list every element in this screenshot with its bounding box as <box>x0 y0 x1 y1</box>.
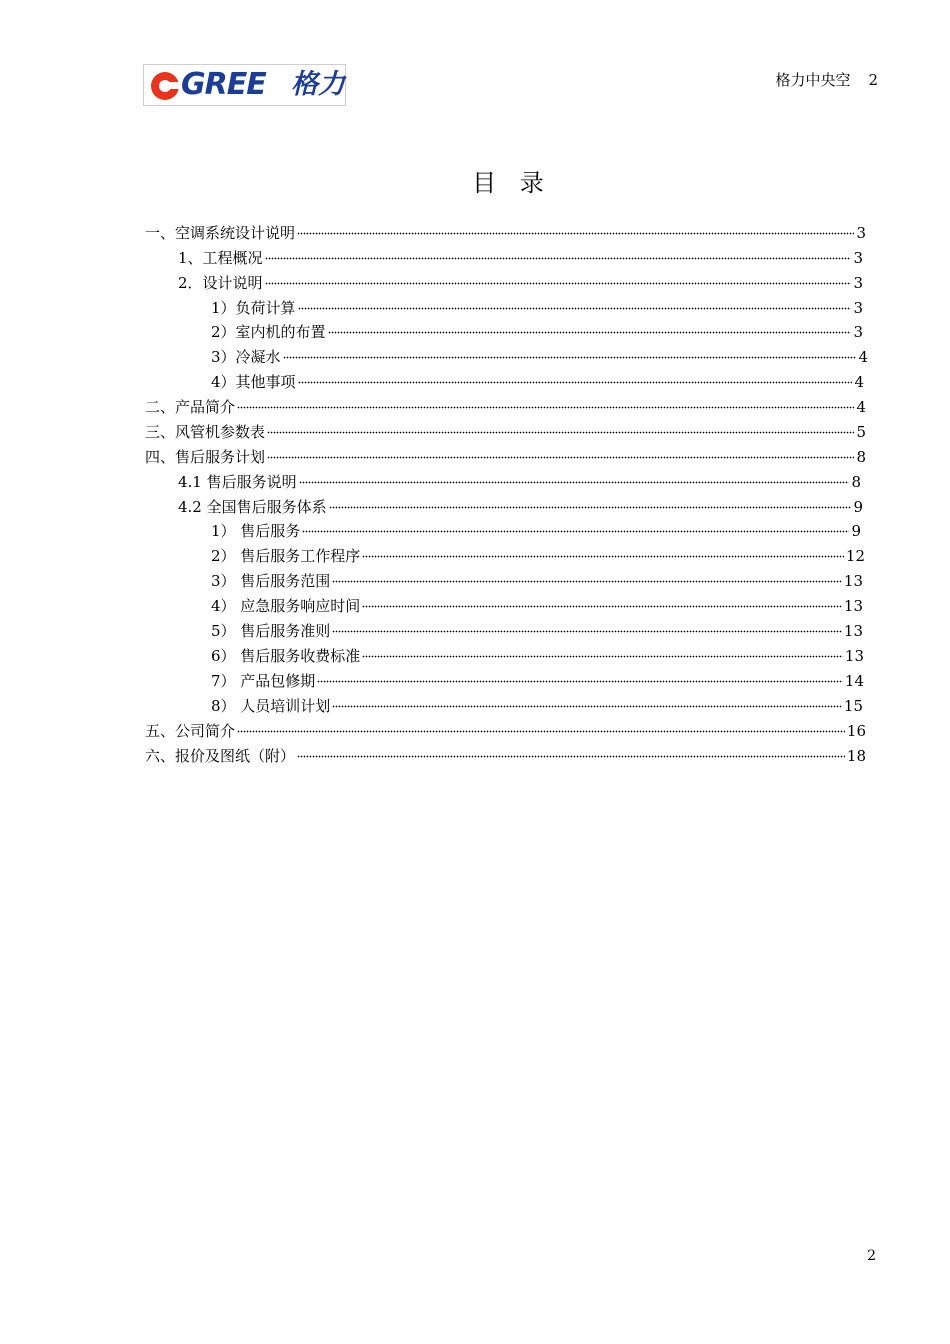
toc-entry-page: 15 <box>843 697 863 715</box>
toc-leader-dots <box>298 367 853 387</box>
toc-entry[interactable] <box>178 492 863 516</box>
toc-leader-dots <box>328 317 852 337</box>
toc-leader-dots <box>332 691 842 711</box>
toc-entry-page: 16 <box>846 722 866 740</box>
toc-entry-page: 13 <box>843 622 863 640</box>
toc-entry-label: 1） 售后服务 <box>211 522 301 540</box>
toc-leader-dots <box>317 666 843 686</box>
toc-leader-dots <box>265 268 852 288</box>
toc-entry[interactable] <box>178 467 861 491</box>
toc-entry-label: 1）负荷计算 <box>211 299 296 317</box>
toc-entry-label: 六、报价及图纸（附） <box>145 747 296 765</box>
toc-entry[interactable] <box>211 317 863 341</box>
toc-entry-label: 4.1 售后服务说明 <box>178 473 297 491</box>
toc-leader-dots <box>283 342 857 362</box>
toc-entry[interactable] <box>145 716 866 740</box>
toc-entry[interactable] <box>178 243 863 267</box>
toc-leader-dots <box>297 218 854 238</box>
toc-entry-page: 3 <box>853 274 863 292</box>
toc-entry[interactable] <box>145 218 866 242</box>
toc-entry[interactable] <box>211 691 863 715</box>
toc-entry-label: 5） 售后服务准则 <box>211 622 331 640</box>
header-page-number: 2 <box>868 71 878 89</box>
toc-entry-page: 8 <box>856 448 866 466</box>
footer-page-number: 2 <box>867 1248 876 1264</box>
toc-entry[interactable] <box>211 641 864 665</box>
toc-entry-page: 4 <box>856 398 866 416</box>
toc-entry[interactable] <box>145 741 866 765</box>
toc-leader-dots <box>302 516 849 536</box>
toc-entry[interactable] <box>145 392 866 416</box>
toc-entry[interactable] <box>211 342 868 366</box>
toc-leader-dots <box>297 741 845 761</box>
toc-entry-page: 3 <box>856 224 866 242</box>
toc-entry-label: 五、公司简介 <box>145 722 236 740</box>
toc-leader-dots <box>362 541 844 561</box>
toc-entry-page: 13 <box>843 572 863 590</box>
toc-entry-label: 4）其他事项 <box>211 373 296 391</box>
header-company: 格力中央空 <box>775 71 851 89</box>
toc-entry-page: 9 <box>851 522 861 540</box>
toc-entry-page: 8 <box>851 473 861 491</box>
toc-leader-dots <box>237 716 845 736</box>
gree-chinese-mark: 格力 <box>291 69 345 100</box>
toc-entry-label: 2．设计说明 <box>178 274 263 292</box>
toc-entry[interactable] <box>211 367 864 391</box>
toc-entry[interactable] <box>211 616 863 640</box>
toc-entry[interactable] <box>178 268 863 292</box>
toc-entry-page: 3 <box>853 249 863 267</box>
toc-leader-dots <box>362 591 842 611</box>
toc-leader-dots <box>362 641 843 661</box>
toc-leader-dots <box>299 467 850 487</box>
toc-entry-label: 6） 售后服务收费标准 <box>211 647 361 665</box>
toc-entry-label: 4） 应急服务响应时间 <box>211 597 361 615</box>
toc-leader-dots <box>332 566 842 586</box>
toc-entry[interactable] <box>145 417 866 441</box>
toc-leader-dots <box>332 616 842 636</box>
toc-entry[interactable] <box>211 541 865 565</box>
toc-entry-label: 3） 售后服务范围 <box>211 572 331 590</box>
toc-leader-dots <box>329 492 852 512</box>
toc-entry[interactable] <box>211 516 861 540</box>
toc-entry-label: 四、售后服务计划 <box>145 448 266 466</box>
toc-leader-dots <box>298 293 852 313</box>
gree-wordmark: GREE <box>181 67 266 102</box>
toc-entry-page: 3 <box>853 323 863 341</box>
toc-entry-label: 1、工程概况 <box>178 249 263 267</box>
toc-leader-dots <box>267 442 854 462</box>
toc-entry-label: 一、空调系统设计说明 <box>145 224 296 242</box>
toc-entry-label: 2）室内机的布置 <box>211 323 326 341</box>
toc-entry-page: 4 <box>858 348 868 366</box>
toc-entry-label: 二、产品简介 <box>145 398 236 416</box>
toc-entry-page: 14 <box>844 672 864 690</box>
toc-entry-label: 3）冷凝水 <box>211 348 281 366</box>
toc-entry-page: 9 <box>853 498 863 516</box>
toc-entry[interactable] <box>211 591 863 615</box>
toc-entry[interactable] <box>211 566 863 590</box>
toc-entry-label: 7） 产品包修期 <box>211 672 316 690</box>
toc-leader-dots <box>267 417 854 437</box>
toc-entry[interactable] <box>211 293 863 317</box>
toc-entry[interactable] <box>145 442 866 466</box>
toc-entry-label: 4.2 全国售后服务体系 <box>178 498 327 516</box>
toc-title: 目 录 <box>472 169 552 197</box>
toc-entry-label: 2） 售后服务工作程序 <box>211 547 361 565</box>
toc-entry-page: 12 <box>845 547 865 565</box>
toc-entry-page: 3 <box>853 299 863 317</box>
toc-entry-page: 13 <box>844 647 864 665</box>
toc-leader-dots <box>237 392 854 412</box>
toc-entry[interactable] <box>211 666 864 690</box>
toc-entry-page: 4 <box>854 373 864 391</box>
toc-entry-label: 8） 人员培训计划 <box>211 697 331 715</box>
toc-entry-label: 三、风管机参数表 <box>145 423 266 441</box>
toc-entry-page: 13 <box>843 597 863 615</box>
toc-entry-page: 18 <box>846 747 866 765</box>
toc-entry-page: 5 <box>856 423 866 441</box>
toc-leader-dots <box>265 243 852 263</box>
